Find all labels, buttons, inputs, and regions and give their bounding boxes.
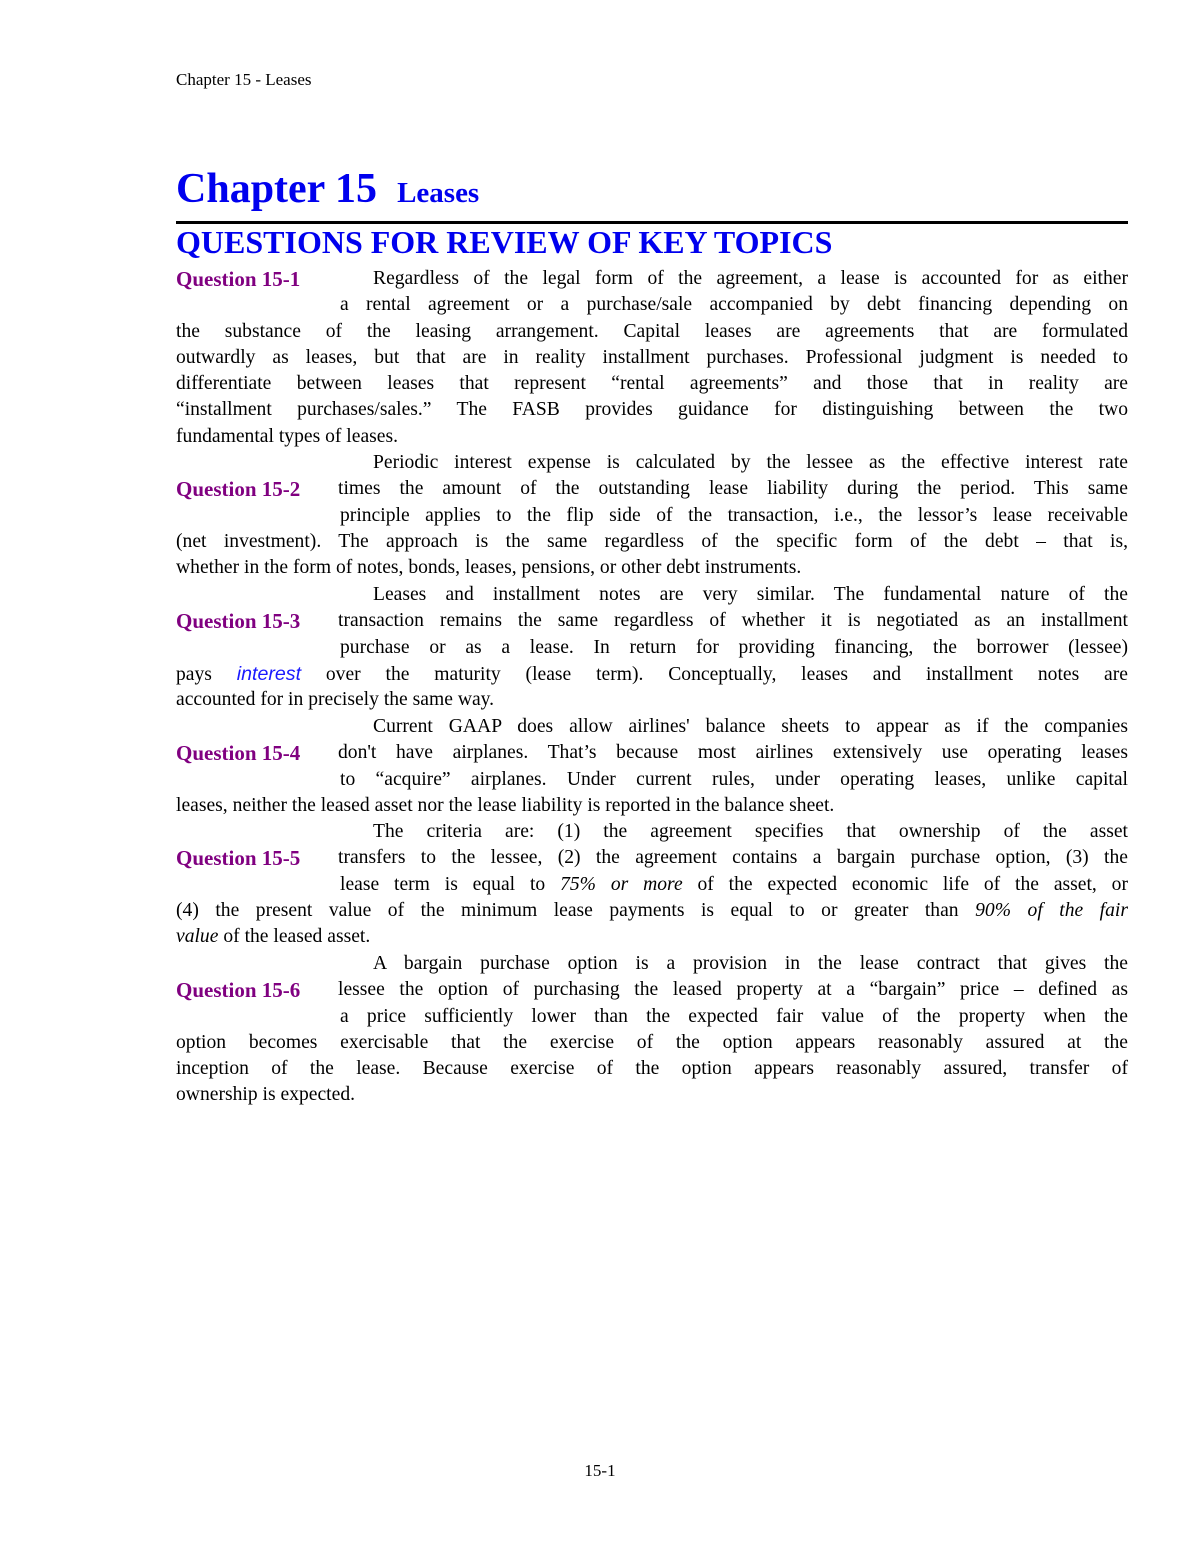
answer-text: (net investment). The approach is the same regardless of the specific form of the debt – that is, <box>176 530 1128 552</box>
question-block-6 <box>176 951 1128 1109</box>
answer-text: lessee the option of purchasing the leased property at a “bargain” price – defined as <box>338 979 1128 1001</box>
answer-text: Leases and installment notes are very similar. The fundamental nature of the <box>373 584 1128 605</box>
running-header: Chapter 15 - Leases <box>176 70 312 89</box>
answer-line <box>176 476 1128 502</box>
answer-line <box>176 845 1128 871</box>
answer-text: pays <box>176 663 212 685</box>
answer-line <box>176 793 1128 819</box>
answer-line <box>176 977 1128 1003</box>
answer-text: a price sufficiently lower than the expected fair value of the property when the <box>340 1005 1128 1027</box>
answer-text: inception of the lease. Because exercise of the option appears reasonably assured, transfer of <box>176 1058 1128 1080</box>
answer-text: whether in the form of notes, bonds, leases, pensions, or other debt instruments. <box>176 557 802 579</box>
answer-text: outwardly as leases, but that are in reality installment purchases. Professional judgment is needed to <box>176 346 1128 368</box>
answer-line <box>176 714 1128 740</box>
answer-line <box>176 424 1128 450</box>
emphasis-90-percent: 90% of the fair <box>975 899 1128 921</box>
answer-text: principle applies to the flip side of the transaction, i.e., the lessor’s lease receivable <box>340 504 1128 526</box>
answer-line <box>176 1082 1128 1108</box>
answer-text: of the expected economic life of the asset, or <box>697 873 1128 895</box>
question-label: Question 15-4 <box>176 741 301 766</box>
answer-text: over the maturity (lease term). Conceptually, leases and installment notes are <box>325 663 1128 685</box>
answer-text: Regardless of the legal form of the agreement, a lease is accounted for as either <box>373 268 1128 289</box>
question-block-5 <box>176 819 1128 950</box>
answer-line <box>176 687 1128 713</box>
answer-text: transaction remains the same regardless of whether it is negotiated as an installment <box>338 610 1128 632</box>
answer-text: ownership is expected. <box>176 1084 356 1106</box>
answer-line <box>176 635 1128 661</box>
answer-line <box>176 450 1128 476</box>
emphasis-interest: interest <box>236 662 302 685</box>
answer-text: Current GAAP does allow airlines' balance sheets to appear as if the companies <box>373 716 1128 737</box>
answer-text: A bargain purchase option is a provision in the lease contract that gives the <box>373 953 1128 974</box>
question-block-1 <box>176 266 1128 450</box>
answer-line <box>176 872 1128 898</box>
question-block-2 <box>176 450 1128 581</box>
answer-line <box>176 1030 1128 1056</box>
answer-text: a rental agreement or a purchase/sale accompanied by debt financing depending on <box>340 294 1128 316</box>
answer-line <box>176 582 1128 608</box>
question-block-4 <box>176 714 1128 819</box>
answer-text: Periodic interest expense is calculated by the lessee as the effective interest rate <box>373 452 1128 473</box>
question-label: Question 15-3 <box>176 609 301 634</box>
answer-line <box>176 345 1128 371</box>
chapter-title <box>176 166 1128 224</box>
emphasis-value: value <box>176 926 219 948</box>
answer-text: option becomes exercisable that the exercise of the option appears reasonably assured at the <box>176 1031 1128 1053</box>
chapter-name: Leases <box>397 177 480 209</box>
answer-text: times the amount of the outstanding lease liability during the period. This same <box>338 478 1128 500</box>
answer-text: The criteria are: (1) the agreement specifies that ownership of the asset <box>373 821 1128 842</box>
answer-line <box>176 1004 1128 1030</box>
answer-text: accounted for in precisely the same way. <box>176 689 495 711</box>
answer-line <box>176 767 1128 793</box>
answer-text: fundamental types of leases. <box>176 425 398 447</box>
answer-text: “installment purchases/sales.” The FASB provides guidance for distinguishing between the two <box>176 399 1128 421</box>
question-label: Question 15-5 <box>176 846 301 871</box>
chapter-number: Chapter 15 <box>176 166 378 212</box>
answer-line <box>176 319 1128 345</box>
answer-line <box>176 292 1128 318</box>
answer-line <box>176 397 1128 423</box>
answer-line <box>176 529 1128 555</box>
answer-line <box>176 661 1128 687</box>
answer-line <box>176 951 1128 977</box>
answer-text: of the leased asset. <box>223 926 371 948</box>
question-block-3 <box>176 582 1128 713</box>
emphasis-75-percent: 75% or more <box>560 873 683 895</box>
answer-line <box>176 924 1128 950</box>
page-number: 15-1 <box>584 1461 616 1480</box>
answer-line <box>176 740 1128 766</box>
section-heading: QUESTIONS FOR REVIEW OF KEY TOPICS <box>176 224 833 260</box>
question-label: Question 15-1 <box>176 267 301 291</box>
answer-text: lease term is equal to <box>340 873 546 895</box>
answer-text: to “acquire” airplanes. Under current rules, under operating leases, unlike capital <box>340 768 1128 790</box>
answer-text: differentiate between leases that represent “rental agreements” and those that in reality are <box>176 373 1128 395</box>
answer-text: the substance of the leasing arrangement. Capital leases are agreements that are formulated <box>176 320 1128 342</box>
answer-line <box>176 371 1128 397</box>
answer-line <box>176 819 1128 845</box>
answer-line <box>176 1056 1128 1082</box>
answer-text: don't have airplanes. That’s because most airlines extensively use operating leases <box>338 742 1128 764</box>
answer-line <box>176 555 1128 581</box>
answer-text: transfers to the lessee, (2) the agreement contains a bargain purchase option, (3) the <box>338 847 1128 869</box>
question-label: Question 15-6 <box>176 978 301 1003</box>
question-label: Question 15-2 <box>176 477 301 502</box>
answer-text: leases, neither the leased asset nor the lease liability is reported in the balance sheet. <box>176 794 835 816</box>
answer-line <box>176 266 1128 292</box>
answer-line <box>176 898 1128 924</box>
answer-text: (4) the present value of the minimum lease payments is equal to or greater than <box>176 899 959 921</box>
answer-text: purchase or as a lease. In return for providing financing, the borrower (lessee) <box>340 636 1128 658</box>
answer-line <box>176 608 1128 634</box>
answer-line <box>176 503 1128 529</box>
